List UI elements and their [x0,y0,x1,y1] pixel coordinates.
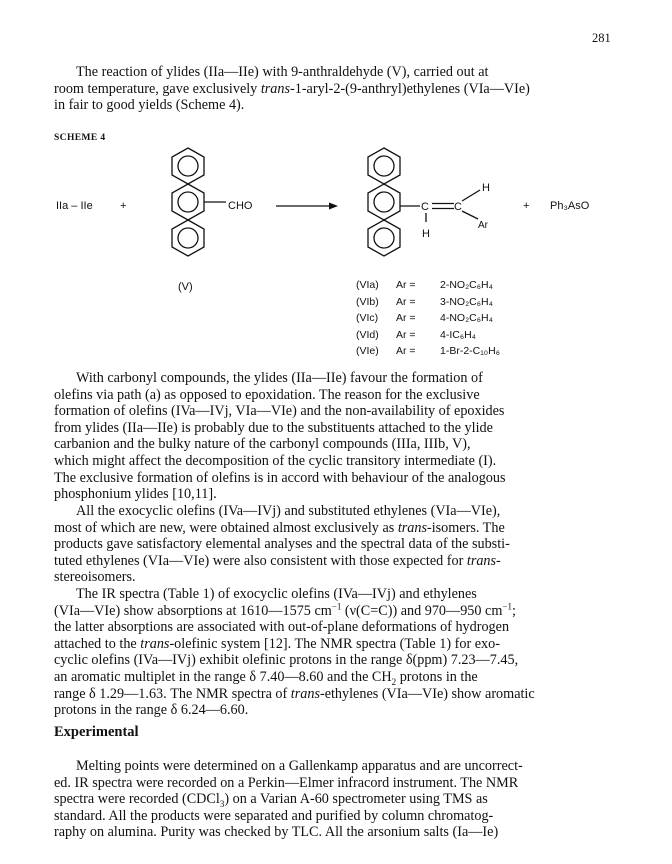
subscript: 3 [219,799,225,810]
list-item [356,343,500,360]
text-span: most of which are new, were obtained almost exclusively as [54,519,398,536]
scheme-labels [56,182,590,293]
compound-label: (VIe) [356,345,379,357]
ar-equals: Ar = [396,312,416,324]
text-line: protons in the range δ 6.24—6.60. [54,702,249,719]
text-span: - [496,552,501,569]
text-span: protons in the [396,668,478,685]
text-span: an aromatic multiplet in the range δ 7.40—8.60 and the CH [54,668,392,685]
plus-sign: + [523,200,530,212]
section-heading: Experimental [54,724,139,740]
text-line: the latter absorptions are associated with out-of-plane deformations of hydrogen [54,619,510,636]
italic-span: trans [397,519,427,536]
text-line [54,686,620,703]
text-span: tuted ethylenes (VIa—VIe) were also consistent with those expected for [54,552,467,569]
c-atom-2: C [454,201,462,213]
text-line [54,520,620,537]
text-line: standard. All the products were separated and purified by column chromatog- [54,807,494,824]
list-item [356,310,500,327]
text-span: ) on a Varian A-60 spectrometer using TMS as [224,791,488,808]
text-line: in fair to good yields (Scheme 4). [54,97,245,114]
text-line: products gave satisfactory elemental analyses and the spectral data of the substi- [54,536,510,553]
text-line [54,600,620,620]
text-span: ; [511,602,516,619]
superscript: −1 [331,600,342,611]
text-span: room temperature, gave exclusively [54,80,261,97]
italic-span: trans [260,80,290,97]
reactant-label: IIa – IIe [56,200,93,212]
italic-span: trans [140,635,170,652]
scheme-label: SCHEME 4 [54,133,106,143]
text-span: -isomers. The [426,519,505,536]
byproduct-label: Ph₃AsO [550,200,590,212]
ar-equals: Ar = [396,345,416,357]
list-item [356,294,500,311]
text-line: olefins via path (a) as opposed to epoxidation. The reason for the exclusive [54,386,480,403]
group-label: 1-Br-2-C₁₀H₆ [440,345,500,357]
superscript: −1 [502,600,512,611]
text-span: -1-aryl-2-(9-anthryl)ethylenes (VIa—VIe) [290,80,530,97]
text-line [54,636,620,653]
text-line: The exclusive formation of olefins is in accord with behaviour of the analogous [54,469,506,486]
ar-equals: Ar = [396,295,416,308]
page-number: 281 [592,31,611,45]
text-span: attached to the [54,635,141,652]
anthraldehyde-structure [172,148,226,256]
paragraph-spectra [54,586,620,719]
text-line: cyclic olefins (IVa—IVj) exhibit olefinic protons in the range δ(ppm) 7.23—7.45, [54,652,519,669]
text-span: spectra were recorded (CDCl [54,791,220,808]
text-span: range δ 1.29—1.63. The NMR spectra of [54,685,291,702]
italic-span: trans [466,552,497,569]
text-line: The IR spectra (Table 1) of exocyclic olefins (IVa—IVj) and ethylenes [76,586,477,602]
list-item [356,277,500,294]
text-span: (ν(C=C)) and 970—950 cm [341,602,503,619]
text-line: raphy on alumina. Purity was checked by TLC. All the arsonium salts (Ia—Ie) [54,824,499,841]
text-line: from ylides (IIa—IIe) is probably due to the substituents attached to the ylide [54,419,493,436]
group-label: 4-IC₆H₄ [440,328,476,341]
list-item [356,327,500,344]
plus-sign: + [120,200,127,212]
compound-label: (VIc) [356,312,379,324]
group-label: 2-NO₂C₆H₄ [440,279,493,291]
text-line: phosphonium ylides [10,11]. [54,486,217,503]
text-line: formation of olefins (IVa—IVj, VIa—VIe) and the non-availability of epoxides [54,403,505,420]
reaction-arrow [276,203,338,210]
ar-equals: Ar = [396,279,416,291]
text-line: carbanion and the bulky nature of the carbonyl compounds (IIIa, IIIb, V), [54,436,471,453]
compound-v-label: (V) [178,281,193,293]
paragraph-ylides [54,370,620,503]
text-line [54,791,620,808]
cho-label: CHO [228,200,253,212]
h-top-label: H [482,182,490,194]
text-line: Melting points were determined on a Gallenkamp apparatus and are uncorrect- [76,758,523,774]
text-span: -ethylenes (VIa—VIe) show aromatic [319,685,535,702]
compound-label: (VId) [356,328,379,341]
text-line: stereoisomers. [54,569,136,586]
ar-substituent-list [356,277,500,360]
scheme-4-diagram [0,0,672,380]
group-label: 3-NO₂C₆H₄ [440,295,493,308]
subscript: 2 [391,676,397,687]
ar-equals: Ar = [396,328,416,341]
paragraph-exocyclic [54,503,620,586]
text-line: All the exocyclic olefins (IVa—IVj) and substituted ethylenes (VIa—VIe), [76,503,501,519]
h-bottom-label: H [422,228,430,240]
text-line: With carbonyl compounds, the ylides (IIa—IIe) favour the formation of [76,370,483,386]
text-span: -olefinic system [12]. The NMR spectra (Table 1) for exo- [169,635,500,652]
group-label: 4-NO₂C₆H₄ [440,312,493,324]
text-line [54,669,620,686]
text-line: ed. IR spectra were recorded on a Perkin—Elmer infracord instrument. The NMR [54,774,519,791]
paragraph-experimental [54,758,620,841]
compound-label: (VIb) [356,295,379,308]
text-span: (VIa—VIe) show absorptions at 1610—1575 cm [54,602,332,619]
italic-span: trans [290,685,320,702]
text-line: which might affect the decomposition of the cyclic transitory intermediate (I). [54,452,497,469]
text-line [54,553,620,570]
text-line: The reaction of ylides (IIa—IIe) with 9-anthraldehyde (V), carried out at [76,64,489,80]
compound-label: (VIa) [356,279,379,291]
ar-label: Ar [478,220,488,231]
c-atom-1: C [421,201,429,213]
